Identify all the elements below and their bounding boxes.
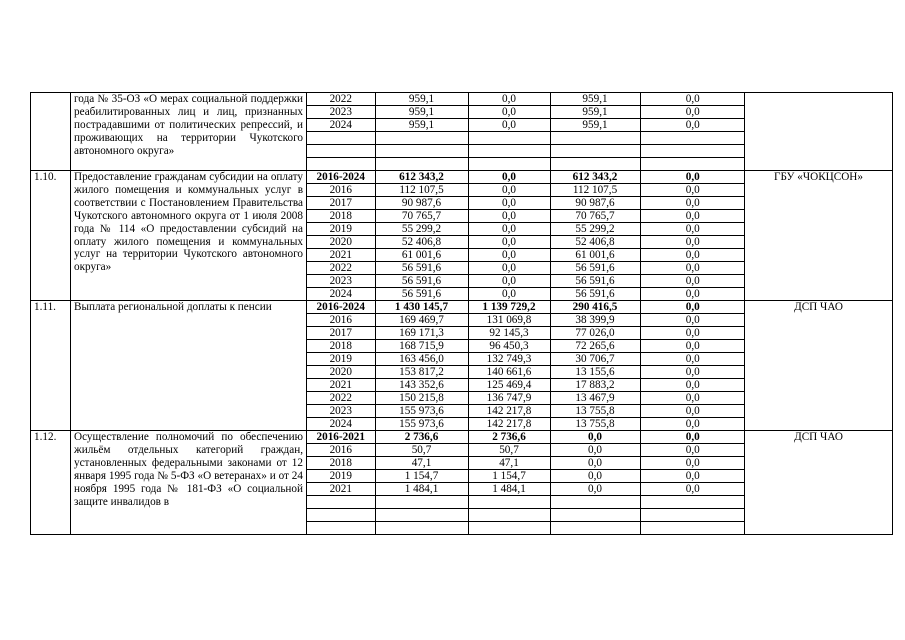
budget-table [30,92,893,535]
year-cell: 2016-2021 [307,431,375,444]
year-cell [307,496,375,509]
regional-cell: 72 265,6 [550,340,640,353]
year-row [307,275,745,288]
funding-breakdown-cell [307,301,745,431]
funding-breakdown-cell [307,431,745,535]
regional-cell: 77 026,0 [550,327,640,340]
federal-cell: 140 661,6 [468,366,550,379]
regional-cell: 112 107,5 [550,184,640,197]
total-cell [375,496,468,509]
year-cell: 2021 [307,249,375,262]
year-cell: 2016 [307,184,375,197]
federal-cell [468,509,550,522]
regional-cell [550,132,640,145]
year-cell: 2022 [307,392,375,405]
year-row [307,522,745,535]
year-row [307,483,745,496]
regional-cell: 13 755,8 [550,418,640,431]
federal-cell: 47,1 [468,457,550,470]
total-cell: 47,1 [375,457,468,470]
other-cell: 0,0 [640,262,745,275]
measure-description: Осуществление полномочий по обеспечению жильём отдельных категорий граждан, установленных федеральными законами от 12 января 1995 года № 5-ФЗ «О ветеранах» и от 24 ноября 1995 года № 181-ФЗ «О социальной защите инвалидов в [71,431,307,535]
federal-cell [468,496,550,509]
funding-by-year-table [307,431,745,534]
year-row [307,93,745,106]
responsible-executor: ГБУ «ЧОКЦСОН» [745,171,893,301]
federal-cell: 96 450,3 [468,340,550,353]
total-cell: 1 154,7 [375,470,468,483]
federal-cell: 142 217,8 [468,418,550,431]
year-cell: 2016 [307,314,375,327]
total-cell: 2 736,6 [375,431,468,444]
other-cell [640,132,745,145]
federal-cell: 0,0 [468,93,550,106]
regional-cell: 56 591,6 [550,275,640,288]
budget-table-body [31,93,893,535]
funding-by-year-table [307,93,745,170]
total-cell: 112 107,5 [375,184,468,197]
year-row [307,132,745,145]
year-row [307,457,745,470]
year-row [307,405,745,418]
year-cell: 2019 [307,353,375,366]
other-cell [640,158,745,171]
funding-breakdown-cell [307,171,745,301]
year-row [307,223,745,236]
year-row [307,262,745,275]
regional-cell [550,522,640,535]
responsible-executor: ДСП ЧАО [745,431,893,535]
year-cell: 2016-2024 [307,171,375,184]
year-cell: 2021 [307,483,375,496]
regional-cell: 0,0 [550,483,640,496]
other-cell [640,522,745,535]
federal-cell: 50,7 [468,444,550,457]
other-cell: 0,0 [640,236,745,249]
federal-cell: 1 154,7 [468,470,550,483]
regional-cell [550,145,640,158]
row-number: 1.10. [31,171,71,301]
regional-cell: 56 591,6 [550,262,640,275]
total-cell: 155 973,6 [375,418,468,431]
year-row [307,197,745,210]
year-cell: 2023 [307,106,375,119]
other-cell: 0,0 [640,444,745,457]
year-row [307,145,745,158]
regional-cell: 13 755,8 [550,405,640,418]
regional-cell: 0,0 [550,470,640,483]
federal-cell: 0,0 [468,210,550,223]
federal-cell: 0,0 [468,288,550,301]
other-cell: 0,0 [640,210,745,223]
year-cell: 2016 [307,444,375,457]
total-cell: 169 469,7 [375,314,468,327]
federal-cell: 0,0 [468,184,550,197]
total-cell: 168 715,9 [375,340,468,353]
year-row [307,288,745,301]
regional-cell: 55 299,2 [550,223,640,236]
regional-cell: 290 416,5 [550,301,640,314]
federal-cell: 0,0 [468,236,550,249]
total-cell: 169 171,3 [375,327,468,340]
year-cell [307,509,375,522]
federal-cell: 132 749,3 [468,353,550,366]
total-cell [375,158,468,171]
year-cell [307,158,375,171]
regional-cell: 612 343,2 [550,171,640,184]
other-cell: 0,0 [640,119,745,132]
total-cell [375,132,468,145]
year-cell [307,522,375,535]
total-cell [375,522,468,535]
regional-cell: 0,0 [550,431,640,444]
responsible-executor [745,93,893,171]
federal-cell [468,132,550,145]
year-row [307,366,745,379]
other-cell: 0,0 [640,288,745,301]
other-cell: 0,0 [640,418,745,431]
year-row [307,249,745,262]
year-cell: 2018 [307,340,375,353]
table-row [31,301,893,431]
year-cell: 2020 [307,366,375,379]
federal-cell [468,158,550,171]
regional-cell: 38 399,9 [550,314,640,327]
year-cell: 2019 [307,470,375,483]
total-cell: 52 406,8 [375,236,468,249]
year-row [307,444,745,457]
funding-by-year-table [307,171,745,300]
federal-cell [468,145,550,158]
other-cell: 0,0 [640,470,745,483]
federal-cell: 136 747,9 [468,392,550,405]
federal-cell [468,522,550,535]
total-cell: 143 352,6 [375,379,468,392]
regional-cell: 90 987,6 [550,197,640,210]
year-cell: 2019 [307,223,375,236]
total-cell: 56 591,6 [375,262,468,275]
total-cell: 153 817,2 [375,366,468,379]
other-cell: 0,0 [640,184,745,197]
total-cell: 959,1 [375,93,468,106]
responsible-executor: ДСП ЧАО [745,301,893,431]
regional-cell: 959,1 [550,119,640,132]
year-row [307,106,745,119]
total-cell: 150 215,8 [375,392,468,405]
year-cell [307,145,375,158]
regional-cell: 70 765,7 [550,210,640,223]
total-cell: 959,1 [375,106,468,119]
other-cell: 0,0 [640,392,745,405]
federal-cell: 0,0 [468,223,550,236]
other-cell [640,496,745,509]
federal-cell: 0,0 [468,275,550,288]
measure-description: Предоставление гражданам субсидии на оплату жилого помещения и коммунальных услуг в соответствии с Постановлением Правительства Чукотского автономного округа от 1 июля 2008 года № 114 «О предоставлении субсидий на оплату жилого помещения и коммунальных услуг на территории Чукотского автономного округа» [71,171,307,301]
year-cell: 2024 [329,418,352,430]
funding-breakdown-cell [307,93,745,171]
measure-description: года № 35-ОЗ «О мерах социальной поддержки реабилитированных лиц и лиц, признанных пострадавшими от политических репрессий, и проживающих на территории Чукотского автономного округа» [71,93,307,171]
total-cell [375,145,468,158]
year-row [307,210,745,223]
year-row [307,171,745,184]
total-cell: 1 430 145,7 [375,301,468,314]
total-cell: 612 343,2 [375,171,468,184]
other-cell: 0,0 [640,457,745,470]
regional-cell: 30 706,7 [550,353,640,366]
year-row [307,119,745,132]
other-cell: 0,0 [640,275,745,288]
row-number [31,93,71,171]
other-cell: 0,0 [640,483,745,496]
total-cell: 90 987,6 [375,197,468,210]
total-cell: 50,7 [375,444,468,457]
measure-description: Выплата региональной доплаты к пенсии [71,301,307,431]
other-cell: 0,0 [640,106,745,119]
federal-cell: 131 069,8 [468,314,550,327]
year-cell: 2024 [329,288,352,300]
year-cell: 2018 [307,457,375,470]
year-row [307,236,745,249]
other-cell: 0,0 [640,340,745,353]
regional-cell: 52 406,8 [550,236,640,249]
year-cell: 2022 [307,93,375,106]
year-cell: 2024 [307,119,375,132]
other-cell [640,145,745,158]
regional-cell: 13 155,6 [550,366,640,379]
year-row [307,509,745,522]
regional-cell [550,158,640,171]
year-row [307,431,745,444]
other-cell: 0,0 [640,249,745,262]
other-cell: 0,0 [640,93,745,106]
federal-cell: 125 469,4 [468,379,550,392]
regional-cell: 959,1 [550,106,640,119]
year-cell: 2018 [307,210,375,223]
year-cell: 2016-2024 [307,301,375,314]
funding-by-year-table [307,301,745,430]
other-cell: 0,0 [640,327,745,340]
regional-cell: 13 467,9 [550,392,640,405]
other-cell: 0,0 [640,405,745,418]
total-cell [375,509,468,522]
federal-cell: 142 217,8 [468,405,550,418]
year-cell: 2020 [307,236,375,249]
regional-cell: 959,1 [550,93,640,106]
federal-cell: 92 145,3 [468,327,550,340]
total-cell: 61 001,6 [375,249,468,262]
regional-cell: 0,0 [550,457,640,470]
year-cell: 2017 [307,327,375,340]
federal-cell: 2 736,6 [468,431,550,444]
table-row [31,93,893,171]
table-row [31,431,893,535]
year-cell: 2021 [307,379,375,392]
year-row [307,158,745,171]
year-row [307,301,745,314]
total-cell: 959,1 [375,119,468,132]
year-row [307,340,745,353]
year-row [307,184,745,197]
regional-cell: 56 591,6 [550,288,640,301]
total-cell: 70 765,7 [375,210,468,223]
table-row [31,171,893,301]
total-cell: 56 591,6 [375,275,468,288]
year-cell: 2023 [307,275,375,288]
other-cell: 0,0 [640,301,745,314]
row-number: 1.11. [31,301,71,431]
total-cell: 1 484,1 [375,483,468,496]
year-cell: 2017 [307,197,375,210]
year-cell [307,132,375,145]
regional-cell [550,509,640,522]
federal-cell: 0,0 [468,171,550,184]
other-cell: 0,0 [640,171,745,184]
federal-cell: 0,0 [468,119,550,132]
federal-cell: 0,0 [468,262,550,275]
year-row [307,470,745,483]
total-cell: 56 591,6 [375,288,468,301]
other-cell: 0,0 [640,223,745,236]
federal-cell: 0,0 [468,106,550,119]
other-cell: 0,0 [640,366,745,379]
regional-cell: 0,0 [550,444,640,457]
regional-cell: 61 001,6 [550,249,640,262]
other-cell: 0,0 [640,353,745,366]
federal-cell: 1 139 729,2 [468,301,550,314]
federal-cell: 1 484,1 [468,483,550,496]
year-row [307,379,745,392]
year-row [307,392,745,405]
year-row [307,314,745,327]
regional-cell: 17 883,2 [550,379,640,392]
year-cell: 2023 [307,405,375,418]
year-row [307,496,745,509]
year-cell: 2022 [307,262,375,275]
federal-cell: 0,0 [468,197,550,210]
year-row [307,418,745,431]
year-row [307,327,745,340]
row-number: 1.12. [31,431,71,535]
other-cell [640,509,745,522]
other-cell: 0,0 [640,314,745,327]
total-cell: 55 299,2 [375,223,468,236]
federal-cell: 0,0 [468,249,550,262]
year-row [307,353,745,366]
other-cell: 0,0 [640,197,745,210]
other-cell: 0,0 [640,431,745,444]
other-cell: 0,0 [640,379,745,392]
total-cell: 163 456,0 [375,353,468,366]
regional-cell [550,496,640,509]
total-cell: 155 973,6 [375,405,468,418]
